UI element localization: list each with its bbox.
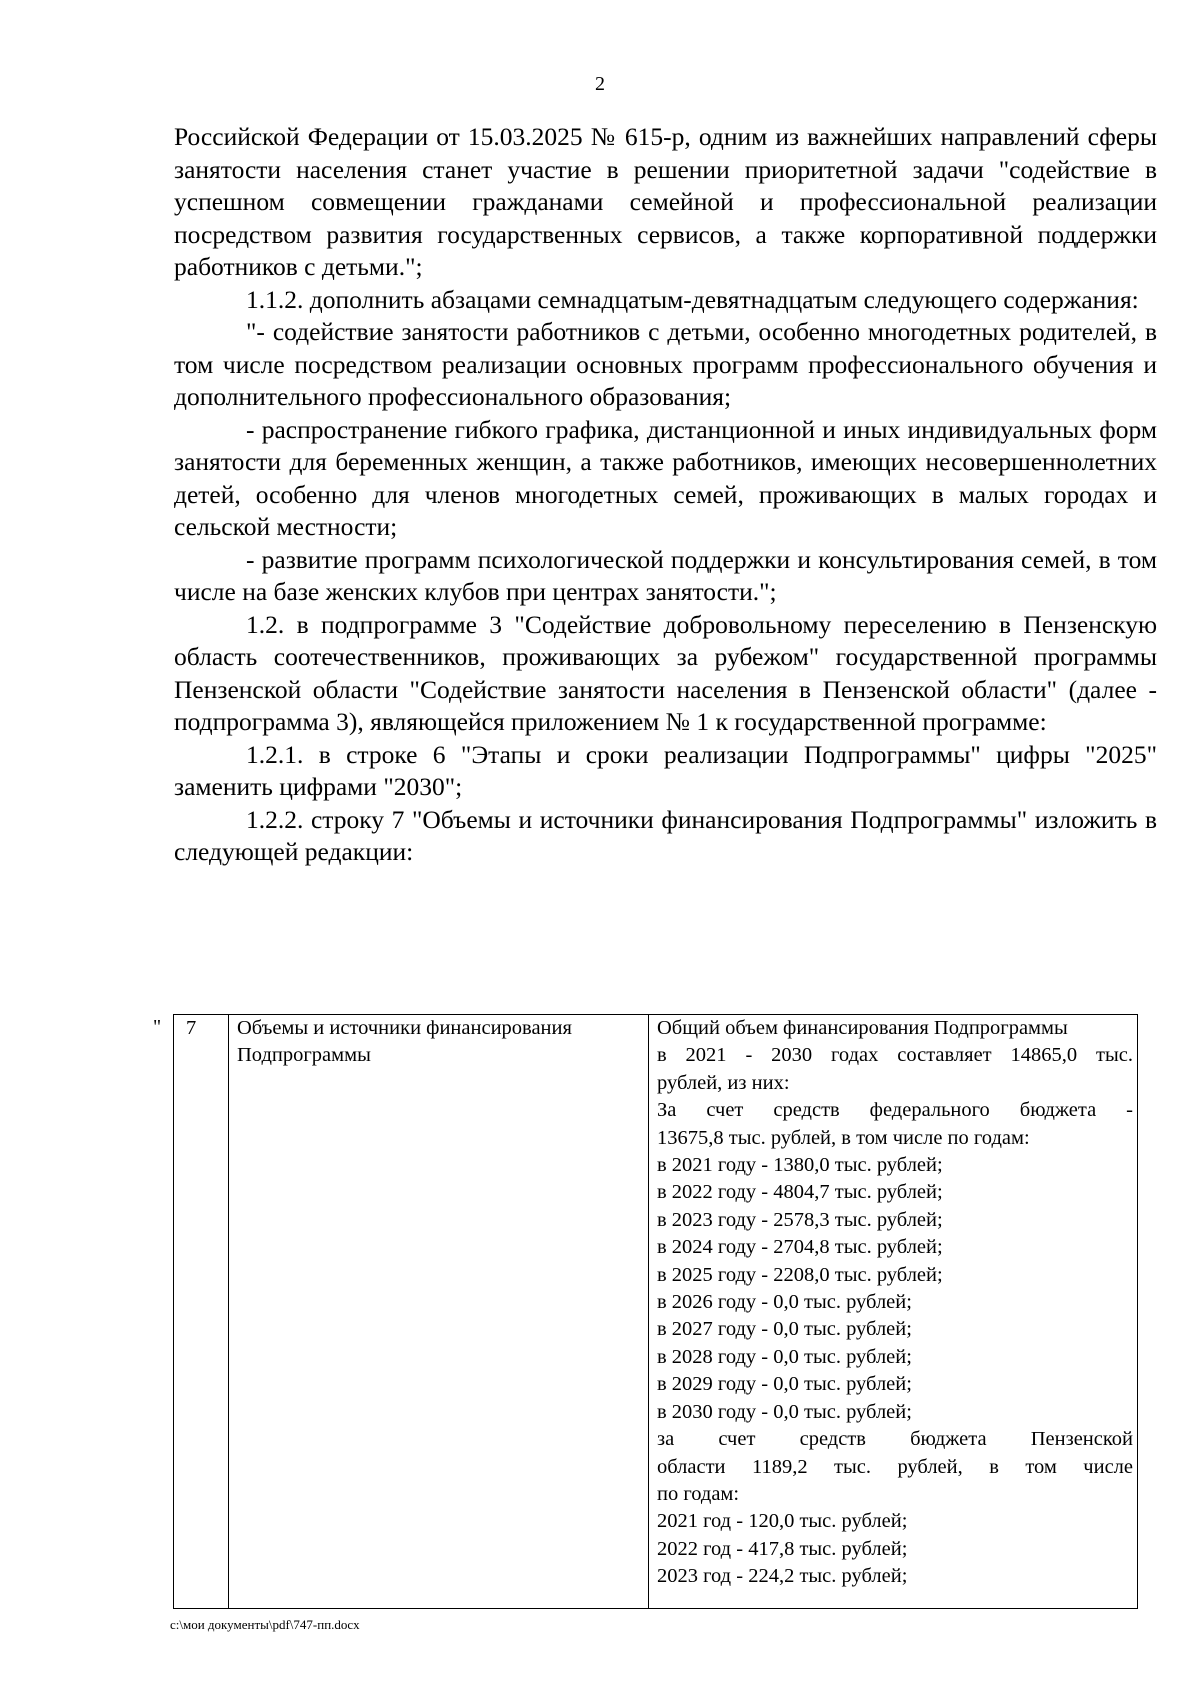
content-line: 13675,8 тыс. рублей, в том числе по годам: bbox=[657, 1126, 1030, 1149]
document-body bbox=[174, 121, 1157, 869]
content-line: области 1189,2 тыс. рублей, в том числе bbox=[657, 1455, 1133, 1478]
content-line: в 2028 году - 0,0 тыс. рублей; bbox=[657, 1345, 912, 1368]
page-number: 2 bbox=[595, 73, 605, 95]
funding-table bbox=[173, 1014, 1138, 1609]
content-line: в 2024 году - 2704,8 тыс. рублей; bbox=[657, 1236, 943, 1259]
content-line: Общий объем финансирования Подпрограммы bbox=[657, 1017, 1068, 1039]
footer-file-path: c:\мои документы\pdf\747-пп.docx bbox=[170, 1617, 360, 1632]
content-line: рублей, из них: bbox=[657, 1071, 790, 1094]
content-line: в 2026 году - 0,0 тыс. рублей; bbox=[657, 1291, 912, 1314]
content-line: 2022 год - 417,8 тыс. рублей; bbox=[657, 1537, 908, 1560]
content-line: За счет средств федерального бюджета - bbox=[657, 1099, 1133, 1122]
row-content-cell bbox=[649, 1015, 1138, 1609]
paragraph: - распространение гибкого графика, дистанционной и иных индивидуальных форм занятости для беременных женщин, а также работников, имеющих несовершеннолетних детей, особенно для членов многодетных семей, проживающих в малых городах и сельской местности; bbox=[174, 414, 1157, 541]
row-title-cell: Объемы и источники финансирования Подпрограммы bbox=[229, 1015, 649, 1609]
content-line: 2023 год - 224,2 тыс. рублей; bbox=[657, 1565, 908, 1588]
content-line: 2021 год - 120,0 тыс. рублей; bbox=[657, 1510, 908, 1533]
paragraph: "- содействие занятости работников с детьми, особенно многодетных родителей, в том числе посредством реализации основных программ профессионального обучения и дополнительного профессионального образования; bbox=[174, 317, 1157, 411]
content-line: по годам: bbox=[657, 1482, 740, 1505]
paragraph: 1.2.2. строку 7 "Объемы и источники финансирования Подпрограммы" изложить в следующей редакции: bbox=[174, 804, 1157, 866]
content-line: в 2029 году - 0,0 тыс. рублей; bbox=[657, 1373, 912, 1396]
opening-quote-mark: " bbox=[153, 1016, 162, 1038]
content-line: в 2027 году - 0,0 тыс. рублей; bbox=[657, 1318, 912, 1341]
paragraph: 1.2.1. в строке 6 "Этапы и сроки реализации Подпрограммы" цифры "2025" заменить цифрами "2030"; bbox=[174, 739, 1157, 801]
paragraph: - развитие программ психологической поддержки и консультирования семей, в том числе на базе женских клубов при центрах занятости."; bbox=[174, 544, 1157, 606]
row-number-cell: 7 bbox=[174, 1015, 229, 1609]
paragraph: Российской Федерации от 15.03.2025 № 615-р, одним из важнейших направлений сферы занятости населения станет участие в решении приоритетной задачи "содействие в успешном совмещении гражданами семейной и профессиональной реализации посредством развития государственных сервисов, а также корпоративной поддержки работников с детьми."; bbox=[174, 122, 1157, 281]
paragraph: 1.2. в подпрограмме 3 "Содействие добровольному переселению в Пензенскую область соотечественников, проживающих за рубежом" государственной программы Пензенской области "Содействие занятости населения в Пензенской области" (далее - подпрограмма 3), являющейся приложением № 1 к государственной программе: bbox=[174, 609, 1157, 736]
content-line: в 2021 - 2030 годах составляет 14865,0 тыс. bbox=[657, 1044, 1133, 1067]
content-line: в 2030 году - 0,0 тыс. рублей; bbox=[657, 1400, 912, 1423]
content-line: за счет средств бюджета Пензенской bbox=[657, 1428, 1133, 1451]
content-line: в 2025 году - 2208,0 тыс. рублей; bbox=[657, 1263, 943, 1286]
content-line: в 2021 году - 1380,0 тыс. рублей; bbox=[657, 1154, 943, 1177]
paragraph: 1.1.2. дополнить абзацами семнадцатым-девятнадцатым следующего содержания: bbox=[246, 284, 1139, 314]
table-row bbox=[174, 1015, 1138, 1609]
content-line: в 2022 году - 4804,7 тыс. рублей; bbox=[657, 1181, 943, 1204]
content-line: в 2023 году - 2578,3 тыс. рублей; bbox=[657, 1208, 943, 1231]
